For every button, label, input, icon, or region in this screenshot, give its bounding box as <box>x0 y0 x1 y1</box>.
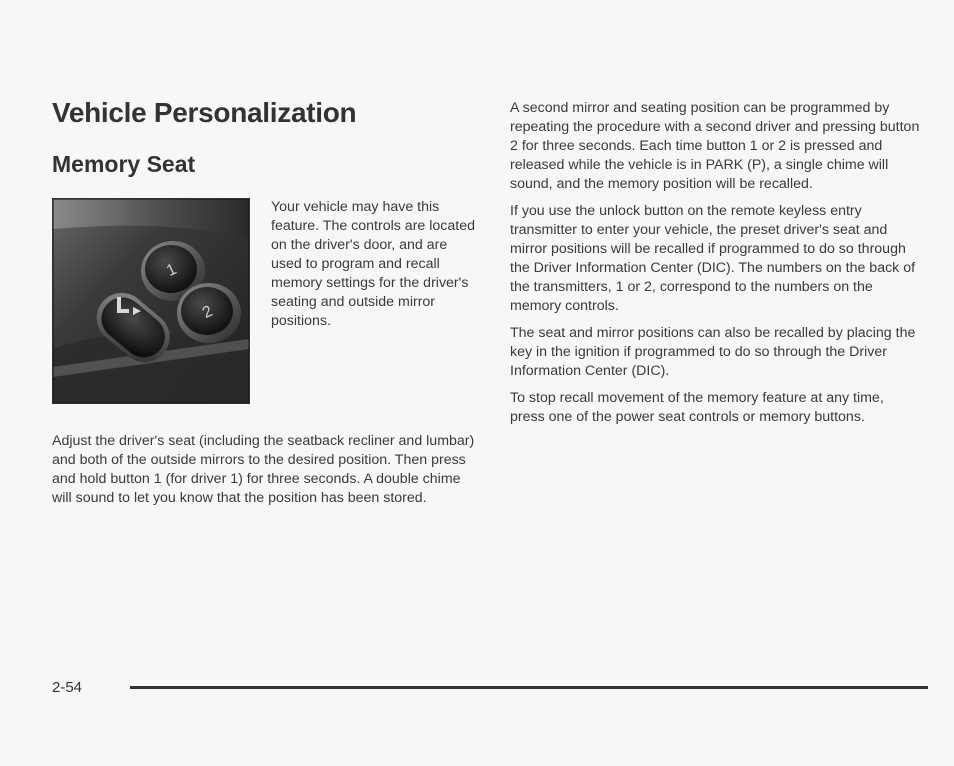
left-paragraph-1: Adjust the driver's seat (including the seatback recliner and lumbar) and both of the outside mirrors to the desired position. Then press and hold button 1 (for driver 1) for three seconds. A double chime will sound to let you know that the position has been stored. <box>52 433 475 506</box>
button-2-label: 2 <box>200 302 216 322</box>
right-paragraph-1: A second mirror and seating position can be programmed by repeating the procedure with a second driver and pressing button 2 for three seconds. Each time button 1 or 2 is pressed and released while the vehicle is in PARK (P), a single chime will sound, and the memory position will be recalled. <box>510 100 920 192</box>
right-column <box>510 99 922 435</box>
right-paragraph-2: If you use the unlock button on the remote keyless entry transmitter to enter your vehicle, the preset driver's seat and mirror positions will be recalled if programmed to do so through the Driver Information Center (DIC). The numbers on the back of the transmitters, 1 or 2, correspond to the numbers on the memory controls. <box>510 203 916 314</box>
figure-row <box>52 198 480 404</box>
page-number: 2-54 <box>52 679 83 696</box>
subsection-title: Memory Seat <box>52 151 196 177</box>
section-title: Vehicle Personalization <box>52 97 357 128</box>
footer-rule <box>130 686 928 689</box>
intro-text: Your vehicle may have this feature. The controls are located on the driver's door, and are used to program and recall memory settings for the driver's seating and outside mirror positions. <box>271 199 476 329</box>
left-column <box>52 96 480 516</box>
right-paragraph-3: The seat and mirror positions can also be recalled by placing the key in the ignition if programmed to do so through the Driver Information Center (DIC). <box>510 325 916 379</box>
right-paragraph-4: To stop recall movement of the memory feature at any time, press one of the power seat controls or memory buttons. <box>510 390 884 425</box>
button-1-label: 1 <box>164 260 180 280</box>
memory-seat-controls-photo <box>52 198 250 404</box>
